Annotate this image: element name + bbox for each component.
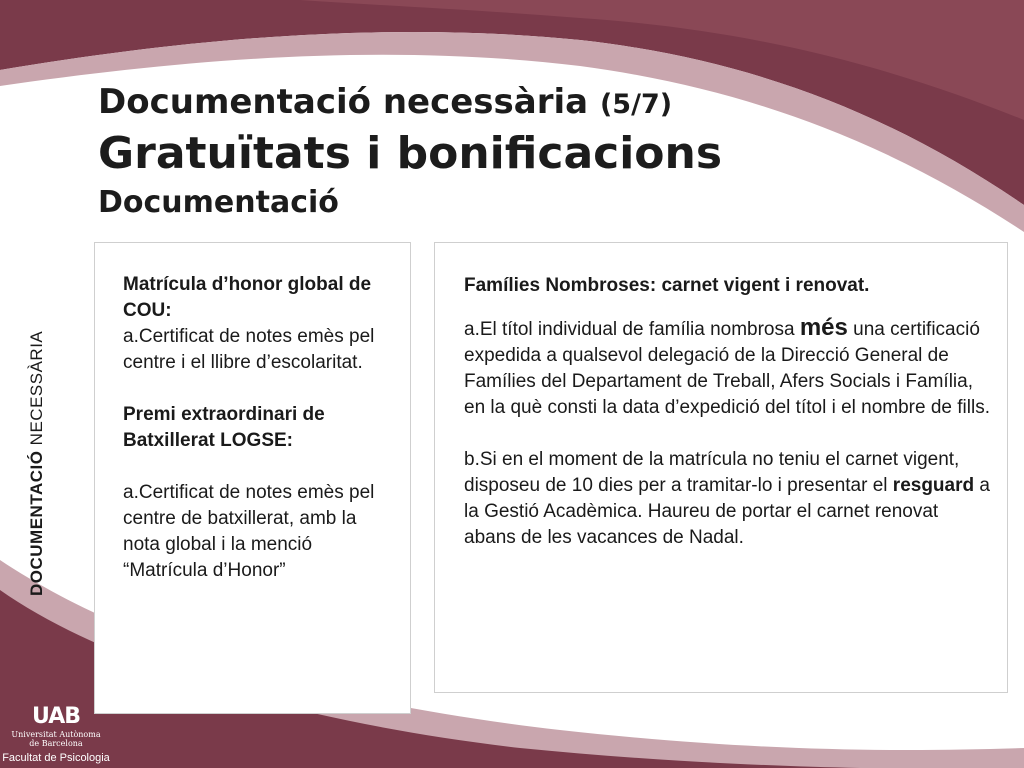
left-heading-1: Matrícula d’honor global de COU: (123, 274, 372, 321)
side-label-regular: NECESSÀRIA (27, 330, 46, 446)
uab-logo (0, 704, 112, 765)
right-item-b-text-2: a la Gestió Acadèmica. Haureu de portar el carnet renovat abans de les vacances de Nadal. (464, 475, 990, 548)
faculty-name: Facultat de Psicologia (2, 752, 110, 764)
right-item-b-text-1: b.Si en el moment de la matrícula no teniu el carnet vigent, disposeu de 10 dies per a tramitar-lo i presentar el (464, 449, 960, 496)
left-panel (94, 242, 411, 714)
title-line-1 (98, 80, 722, 127)
university-name-line-1: Universitat Autònoma (11, 730, 101, 739)
right-item-a-emphasis: més (799, 314, 848, 341)
right-panel (434, 242, 1008, 693)
title-main: Documentació necessària (98, 82, 589, 122)
vertical-section-label (22, 266, 52, 596)
left-item-1: a.Certificat de notes emès pel centre i el llibre d’escolaritat. (123, 326, 375, 373)
right-item-a (464, 315, 994, 421)
left-heading-2: Premi extraordinari de Batxillerat LOGSE: (123, 404, 325, 451)
right-item-b (464, 447, 994, 551)
title-line-2: Gratuïtats i bonificacions (98, 128, 723, 179)
slide-title (98, 80, 722, 225)
university-name-line-2: de Barcelona (29, 739, 83, 748)
uab-logo-mark: UAB (32, 704, 80, 729)
right-item-a-text-2: una certificació expedida a qualsevol delegació de la Direcció General de Famílies del Departament de Treball, Afers Socials i Família, en la què consti la data d’expedició del títol i el nombre de fills. (464, 319, 990, 418)
right-heading: Famílies Nombroses: carnet vigent i renovat. (464, 275, 870, 296)
right-item-b-emphasis: resguard (892, 475, 975, 496)
title-line-3: Documentació (98, 185, 339, 220)
title-page-number: (5/7) (599, 89, 673, 120)
side-label-bold: DOCUMENTACIÓ (27, 450, 46, 596)
right-item-a-text-1: a.El títol individual de família nombrosa (464, 319, 795, 340)
left-item-2: a.Certificat de notes emès pel centre de batxillerat, amb la nota global i la menció “Matrícula d’Honor” (123, 482, 375, 581)
